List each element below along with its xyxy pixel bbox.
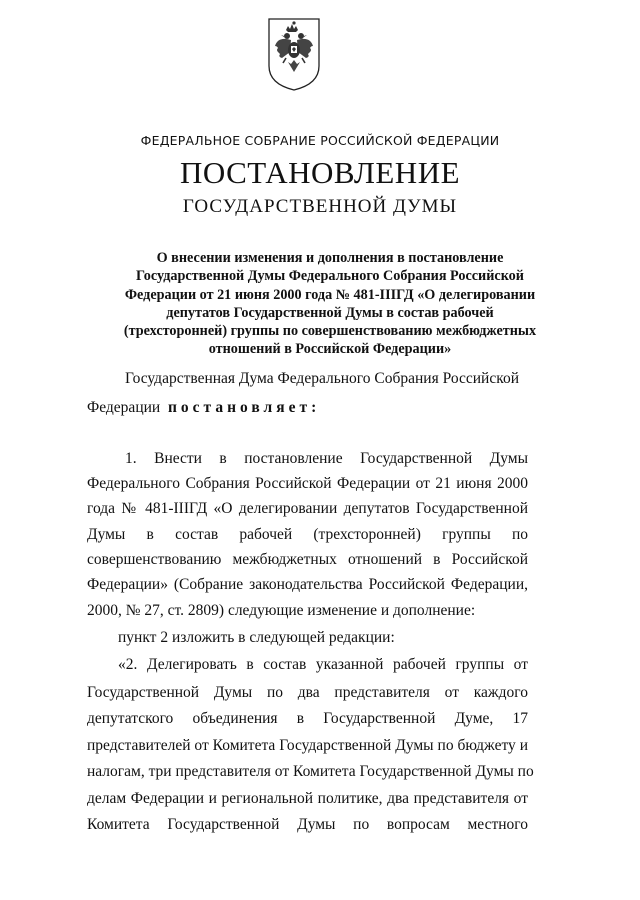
preamble-line: Государственная Дума Федерального Собрания Российской bbox=[125, 370, 519, 387]
org-name: ФЕДЕРАЛЬНОЕ СОБРАНИЕ РОССИЙСКОЙ ФЕДЕРАЦИИ bbox=[140, 133, 500, 148]
preamble-line: Федерации постановляет: bbox=[87, 399, 321, 416]
paragraph-line: Федерации» (Собрание законодательства Российской Федерации, bbox=[87, 576, 528, 593]
paragraph-line: депутатского объединения в Государственной Думе, 17 bbox=[87, 710, 528, 727]
paragraph-line: Федерального Собрания Российской Федерации от 21 июня 2000 bbox=[87, 475, 528, 492]
paragraph-line: 1. Внести в постановление Государственной Думы bbox=[125, 450, 528, 467]
heading-line: (трехсторонней) группы по совершенствованию межбюджетных bbox=[123, 323, 537, 340]
resolution-heading bbox=[60, 249, 600, 359]
coat-of-arms-icon bbox=[266, 16, 322, 92]
heading-line: отношений в Российской Федерации» bbox=[208, 341, 452, 358]
paragraph-line: года № 481-IIIГД «О делегировании депутатов Государственной bbox=[87, 500, 528, 517]
document-subtitle: ГОСУДАРСТВЕННОЙ ДУМЫ bbox=[182, 196, 458, 217]
paragraph-line: пункт 2 изложить в следующей редакции: bbox=[118, 629, 395, 646]
paragraph-line: Государственной Думы по два представителя от каждого bbox=[87, 684, 528, 701]
paragraph-line: представителей от Комитета Государственной Думы по бюджету и bbox=[87, 737, 528, 754]
paragraph-line: «2. Делегировать в состав указанной рабочей группы от bbox=[118, 656, 528, 673]
document-title: ПОСТАНОВЛЕНИЕ bbox=[179, 155, 461, 190]
heading-line: Федерации от 21 июня 2000 года № 481-IIIГД «О делегировании bbox=[124, 286, 536, 303]
paragraph-line: делам Федерации и региональной политике, два представителя от bbox=[87, 790, 528, 807]
heading-line: О внесении изменения и дополнения в постановление bbox=[156, 250, 504, 266]
paragraph-line: 2000, № 27, ст. 2809) следующие изменение и дополнение: bbox=[87, 602, 476, 619]
paragraph-line: налогам, три представителя от Комитета Государственной Думы по bbox=[87, 763, 534, 780]
paragraph-line: Комитета Государственной Думы по вопросам местного bbox=[87, 816, 528, 833]
heading-line: Государственной Думы Федерального Собрания Российской bbox=[136, 268, 524, 285]
decree-keyword: постановляет: bbox=[167, 399, 321, 416]
heading-line: депутатов Государственной Думы в состав рабочей bbox=[166, 304, 494, 321]
paragraph-line: совершенствованию межбюджетных отношений в Российской bbox=[87, 551, 528, 568]
paragraph-line: Думы в состав рабочей (трехсторонней) группы по bbox=[87, 526, 528, 543]
